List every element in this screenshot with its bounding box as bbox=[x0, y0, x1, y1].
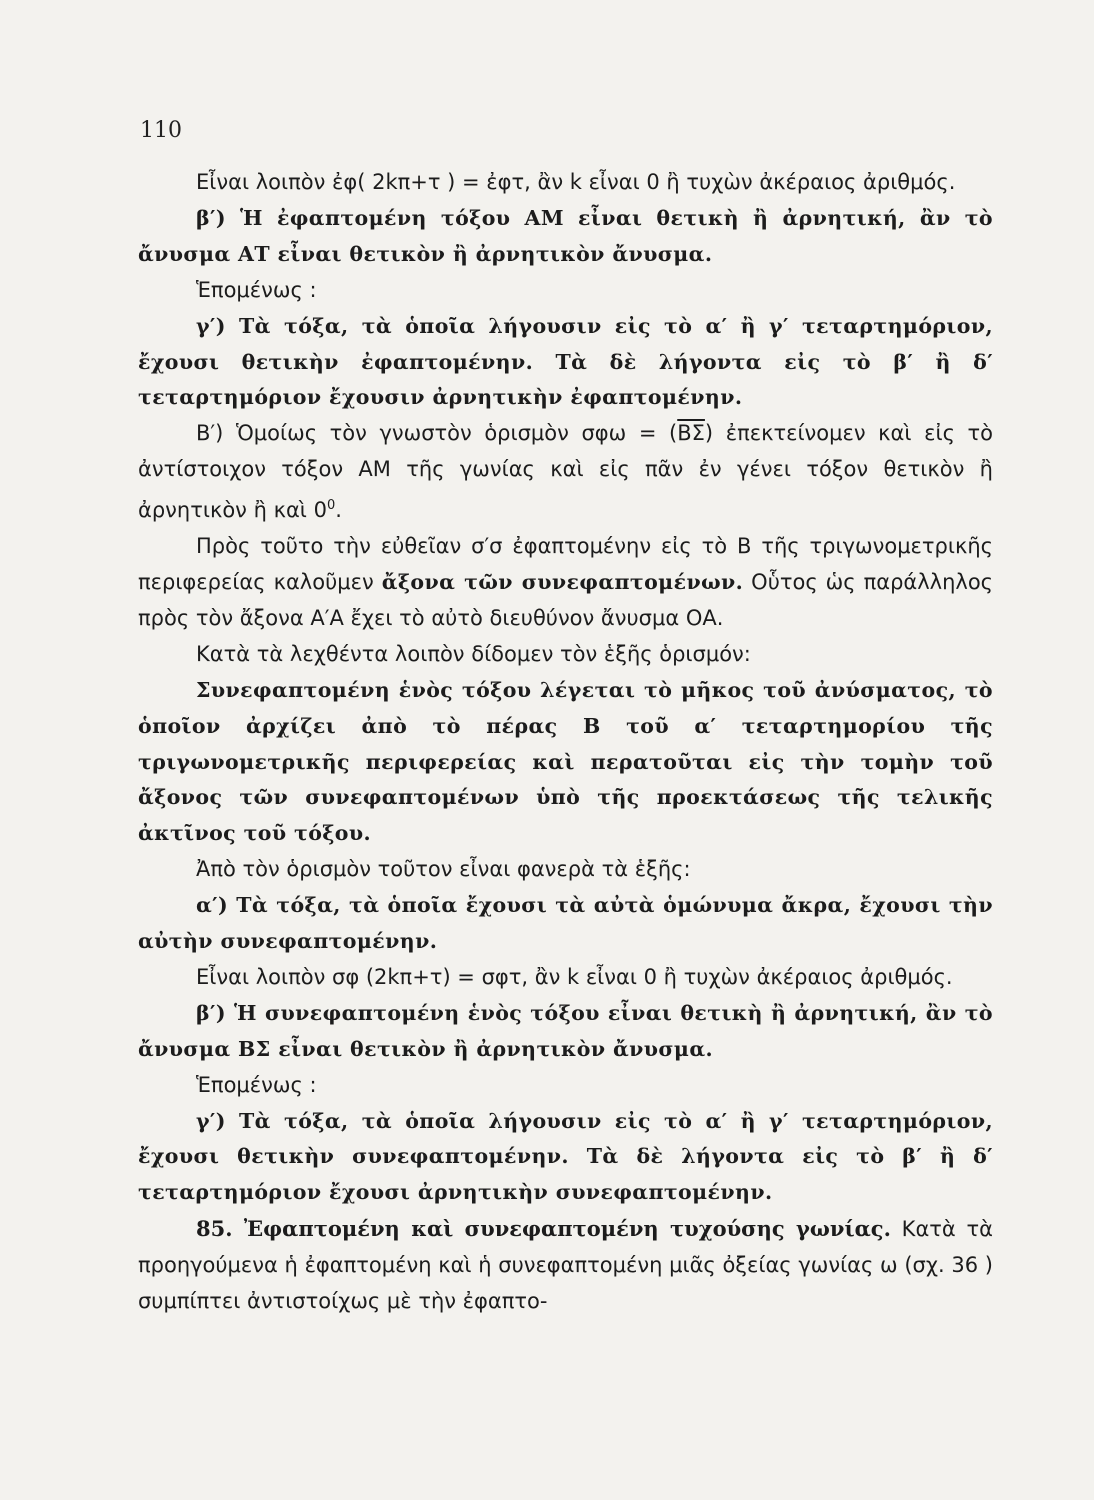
item-text: Τὰ τόξα, τὰ ὁποῖα ἔχουσι τὰ αὐτὰ ὁμώνυμα ἄκρα, ἔχουσι τὴν αὐτὴν συνεφαπτομένην. bbox=[138, 893, 993, 954]
paragraph-cotangent-sign bbox=[138, 996, 993, 1068]
paragraph-cotangent-extension bbox=[138, 416, 993, 529]
item-label: β′) bbox=[196, 1000, 226, 1025]
item-label: α′) bbox=[196, 893, 229, 918]
paragraph-definition-intro: Κατὰ τὰ λεχθέντα λοιπὸν δίδομεν τὸν ἑξῆς ὁρισμόν: bbox=[196, 641, 751, 666]
text-segment: Β′) Ὁμοίως τὸν γνωστὸν ὁρισμὸν σφω = ( bbox=[196, 421, 678, 446]
vector-overline: $\overline{B\Sigma}$ bbox=[677, 421, 705, 446]
item-text: Ἡ ἐφαπτομένη τόξου ΑΜ εἶναι θετικὴ ἢ ἀρνητική, ἂν τὸ ἄνυσμα ΑΤ εἶναι θετικὸν ἢ ἀρνητικὸν ἄνυσμα. bbox=[138, 205, 993, 266]
item-text: Τὰ τόξα, τὰ ὁποῖα λήγουσιν εἰς τὸ α′ ἢ γ′ τεταρτημόριον, ἔχουσι θετικὴν ἐφαπτομένην. Τὰ δὲ λήγοντα εἰς τὸ β′ ἢ δ′ τεταρτημόριον ἔχουσιν ἀρνητικὴν ἐφαπτομένην. bbox=[138, 313, 993, 410]
item-text: Ἡ συνεφαπτομένη ἑνὸς τόξου εἶναι θετικὴ ἢ ἀρνητική, ἂν τὸ ἄνυσμα ΒΣ εἶναι θετικὸν ἢ ἀρνητικὸν ἄνυσμα. bbox=[138, 1000, 993, 1061]
paragraph-consequences-intro: Ἀπὸ τὸν ὁρισμὸν τοῦτον εἶναι φανερὰ τὰ ἑξῆς: bbox=[196, 857, 691, 882]
degree-superscript: 0 bbox=[326, 498, 336, 514]
page-body bbox=[138, 165, 993, 1320]
paragraph-tangent-sign bbox=[138, 201, 993, 273]
section-85 bbox=[138, 1211, 993, 1320]
text-segment: Πρὸς τοῦτο τὴν εὐθεῖαν σ′σ ἐφαπτομένην εἰς τὸ Β τῆς τριγωνομετρικῆς περιφερείας καλοῦμεν bbox=[138, 534, 993, 594]
paragraph-cotangent-definition: Συνεφαπτομένη ἑνὸς τόξου λέγεται τὸ μῆκος τοῦ ἀνύσματος, τὸ ὁποῖον ἀρχίζει ἀπὸ τὸ πέρας Β τοῦ α′ τεταρτημορίου τῆς τριγωνομετρικῆς περιφερείας καὶ περατοῦται εἰς τὴν τομὴν τοῦ ἄξονος τῶν συνεφαπτομένων ὑπὸ τῆς προεκτάσεως τῆς τελικῆς ἀκτῖνος τοῦ τόξου. bbox=[138, 677, 993, 846]
item-label: γ′) bbox=[196, 1108, 226, 1133]
paragraph-tangent-quadrants bbox=[138, 309, 993, 417]
paragraph-cotangent-axis bbox=[138, 529, 993, 637]
paragraph-cotangent-periodicity: Εἶναι λοιπὸν σφ (2kπ+τ) = σφτ, ἂν k εἶναι 0 ἢ τυχὼν ἀκέραιος ἀριθμός. bbox=[196, 964, 953, 989]
term-cotangent-axis: ἄξονα τῶν συνεφαπτομένων. bbox=[381, 569, 744, 594]
text-segment: Οὗτος ὡς παράλληλος πρὸς τὸν ἄξονα Α′Α ἔχει τὸ αὐτὸ διευθύνον ἄνυσμα ΟΑ. bbox=[138, 569, 994, 630]
paragraph-tangent-periodicity: Εἶναι λοιπὸν ἐφ( 2kπ+τ ) = ἐφτ, ἂν k εἶναι 0 ἢ τυχὼν ἀκέραιος ἀριθμός. bbox=[196, 170, 956, 194]
paragraph-same-endpoints bbox=[138, 888, 993, 960]
text-segment: ) ἐπεκτείνομεν καὶ εἰς τὸ ἀντίστοιχον τόξον ΑΜ τῆς γωνίας καὶ εἰς πᾶν ἐν γένει τόξον θετικὸν ἢ ἀρνητικὸν ἢ καὶ 0 bbox=[138, 421, 993, 523]
section-text: Κατὰ τὰ προηγούμενα ἡ ἐφαπτομένη καὶ ἡ συνεφαπτομένη μιᾶς ὀξείας γωνίας ω (σχ. 36 ) συμπίπτει ἀντιστοίχως μὲ τὴν ἐφαπτο- bbox=[138, 1217, 993, 1314]
section-heading: 85. Ἐφαπτομένη καὶ συνεφαπτομένη τυχούσης γωνίας. bbox=[196, 1216, 891, 1242]
paragraph-cotangent-quadrants bbox=[138, 1104, 993, 1212]
item-label: γ′) bbox=[196, 313, 226, 338]
paragraph-consequently: Ἑπομένως : bbox=[196, 277, 317, 302]
page-number: 110 bbox=[140, 118, 182, 143]
paragraph-consequently-2: Ἑπομένως : bbox=[196, 1072, 317, 1097]
item-text: Τὰ τόξα, τὰ ὁποῖα λήγουσιν εἰς τὸ α′ ἢ γ′ τεταρτημόριον, ἔχουσι θετικὴν συνεφαπτομένην. Τὰ δὲ λήγοντα εἰς τὸ β′ ἢ δ′ τεταρτημόριον ἔχουσι ἀρνητικὴν συνεφαπτομένην. bbox=[138, 1108, 993, 1205]
text-segment: . bbox=[335, 498, 342, 523]
item-label: β′) bbox=[196, 205, 226, 230]
